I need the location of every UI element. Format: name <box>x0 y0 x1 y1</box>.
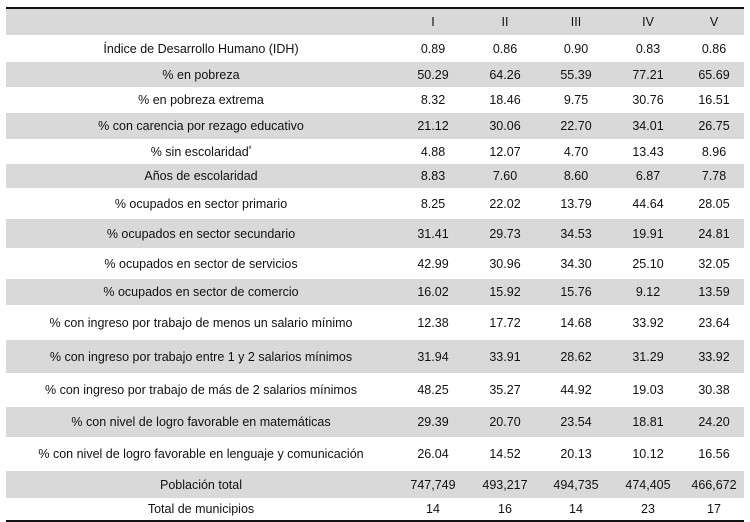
value-cell: 18.81 <box>632 415 664 429</box>
value-cell: 493,217 <box>482 477 528 492</box>
value-cell: 17.72 <box>489 315 521 330</box>
row-label <box>6 197 396 211</box>
row-label <box>6 257 396 271</box>
value-cell: 21.12 <box>417 119 449 133</box>
value-cell: 466,672 <box>691 477 737 492</box>
value-cell: 24.20 <box>698 415 730 429</box>
row-label <box>6 350 396 364</box>
value-cell: 10.12 <box>632 447 664 461</box>
value-cell: 44.64 <box>632 196 664 211</box>
value-cell: 25.10 <box>632 256 664 271</box>
value-cell: 9.12 <box>635 285 661 299</box>
value-cell: 64.26 <box>489 67 521 82</box>
row-label <box>6 169 396 183</box>
value-cell: 23.54 <box>560 415 592 429</box>
value-cell: 26.04 <box>417 447 449 461</box>
value-cell: 50.29 <box>417 67 449 82</box>
value-cell: 32.05 <box>698 256 730 271</box>
value-cell: 16 <box>498 502 512 516</box>
value-cell: 0.89 <box>420 41 446 56</box>
table-row <box>6 248 744 279</box>
value-cell: 19.91 <box>632 226 664 241</box>
value-cell: 16.02 <box>417 285 449 299</box>
row-label <box>6 415 396 429</box>
table-row <box>6 305 744 340</box>
value-cell: 494,735 <box>553 477 599 492</box>
value-cell: 20.13 <box>560 447 592 461</box>
row-label-text: % con carencia por rezago educativo <box>98 119 304 133</box>
row-label <box>6 42 396 56</box>
value-cell: 28.62 <box>560 349 592 364</box>
value-cell: 12.07 <box>489 144 521 159</box>
value-cell: 20.70 <box>489 415 521 429</box>
row-label-text: Población total <box>159 477 242 492</box>
value-cell: 0.83 <box>635 41 661 56</box>
row-label <box>6 478 396 492</box>
value-cell: 14 <box>426 502 440 516</box>
row-label-text: % ocupados en sector de comercio <box>103 285 299 299</box>
header-cell-region-i: I <box>431 15 435 29</box>
value-cell: 65.69 <box>698 67 730 82</box>
table-row <box>6 164 744 188</box>
value-cell: 28.05 <box>698 196 730 211</box>
row-label-text: Índice de Desarrollo Humano (IDH) <box>103 41 299 56</box>
row-label <box>6 145 396 159</box>
value-cell: 77.21 <box>632 67 664 82</box>
value-cell: 31.41 <box>417 226 449 241</box>
row-label <box>6 316 396 330</box>
row-label-text: % con ingreso por trabajo entre 1 y 2 salarios mínimos <box>49 349 353 364</box>
value-cell: 8.60 <box>563 169 589 183</box>
value-cell: 0.86 <box>492 41 518 56</box>
value-cell: 30.96 <box>489 256 521 271</box>
value-cell: 12.38 <box>417 315 449 330</box>
table-row <box>6 340 744 373</box>
row-label <box>6 502 396 516</box>
row-label-text: % en pobreza <box>162 67 240 82</box>
value-cell: 14 <box>569 502 583 516</box>
row-label-text: Total de municipios <box>147 502 255 516</box>
table-row <box>6 35 744 62</box>
table-row <box>6 437 744 471</box>
value-cell: 23 <box>641 502 655 516</box>
value-cell: 747,749 <box>410 477 456 492</box>
value-cell: 16.56 <box>698 447 730 461</box>
value-cell: 8.96 <box>701 144 727 159</box>
table-row <box>6 219 744 248</box>
value-cell: 24.81 <box>698 226 730 241</box>
row-label-text: Años de escolaridad <box>144 169 258 183</box>
row-label <box>6 285 396 299</box>
value-cell: 13.43 <box>632 144 664 159</box>
header-cell-region-iv: IV <box>642 15 654 29</box>
value-cell: 34.53 <box>560 226 592 241</box>
value-cell: 9.75 <box>563 93 589 107</box>
footnote-marker: ª <box>248 145 252 153</box>
value-cell: 0.90 <box>563 41 589 56</box>
value-cell: 26.75 <box>698 119 730 133</box>
table-row <box>6 471 744 498</box>
value-cell: 31.29 <box>632 349 664 364</box>
table-row <box>6 188 744 219</box>
value-cell: 33.92 <box>698 349 730 364</box>
row-label <box>6 68 396 82</box>
value-cell: 7.78 <box>701 169 727 183</box>
value-cell: 15.92 <box>489 285 521 299</box>
value-cell: 48.25 <box>417 383 449 397</box>
row-label <box>6 119 396 133</box>
table-row <box>6 498 744 520</box>
value-cell: 35.27 <box>489 383 521 397</box>
value-cell: 18.46 <box>489 93 521 107</box>
value-cell: 31.94 <box>417 349 449 364</box>
row-label <box>6 93 396 107</box>
value-cell: 23.64 <box>698 315 730 330</box>
row-label-text: % con nivel de logro favorable en lenguaje y comunicación <box>38 447 364 461</box>
value-cell: 33.91 <box>489 349 521 364</box>
value-cell: 30.38 <box>698 383 730 397</box>
value-cell: 29.73 <box>489 226 521 241</box>
header-cell-region-iii: III <box>570 15 582 29</box>
table-header-row <box>6 9 744 35</box>
data-table <box>6 7 744 522</box>
value-cell: 14.68 <box>560 315 592 330</box>
table-row <box>6 373 744 407</box>
value-cell: 6.87 <box>635 169 661 183</box>
row-label <box>6 383 396 397</box>
value-cell: 30.76 <box>632 93 664 107</box>
value-cell: 0.86 <box>701 41 727 56</box>
value-cell: 55.39 <box>560 67 592 82</box>
row-label-text: % con ingreso por trabajo de más de 2 salarios mínimos <box>45 383 357 397</box>
value-cell: 14.52 <box>489 447 521 461</box>
value-cell: 8.83 <box>420 169 446 183</box>
value-cell: 17 <box>707 502 721 516</box>
value-cell: 4.70 <box>563 144 589 159</box>
value-cell: 30.06 <box>489 119 521 133</box>
value-cell: 44.92 <box>560 383 592 397</box>
table-row <box>6 407 744 437</box>
table-row <box>6 87 744 113</box>
table-row <box>6 279 744 305</box>
table-row <box>6 62 744 87</box>
value-cell: 15.76 <box>560 285 592 299</box>
value-cell: 4.88 <box>420 144 446 159</box>
value-cell: 42.99 <box>417 256 449 271</box>
row-label-text: % sin escolaridad <box>150 144 249 159</box>
value-cell: 7.60 <box>492 169 518 183</box>
row-label-text: % ocupados en sector secundario <box>106 226 296 241</box>
value-cell: 22.02 <box>489 196 521 211</box>
value-cell: 13.59 <box>698 285 730 299</box>
table-row <box>6 139 744 164</box>
row-label-text: % ocupados en sector primario <box>114 196 288 211</box>
value-cell: 33.92 <box>632 315 664 330</box>
value-cell: 34.30 <box>560 256 592 271</box>
row-label-text: % en pobreza extrema <box>138 93 264 107</box>
value-cell: 13.79 <box>560 196 592 211</box>
value-cell: 474,405 <box>625 477 671 492</box>
row-label-text: % con nivel de logro favorable en matemáticas <box>71 415 331 429</box>
header-cell-region-ii: II <box>501 15 509 29</box>
value-cell: 8.25 <box>420 196 446 211</box>
row-label <box>6 227 396 241</box>
row-label-text: % con ingreso por trabajo de menos un salario mínimo <box>49 315 353 330</box>
value-cell: 19.03 <box>632 383 664 397</box>
row-label-text: % ocupados en sector de servicios <box>104 256 298 271</box>
table-row <box>6 113 744 139</box>
row-label <box>6 447 396 461</box>
value-cell: 22.70 <box>560 119 592 133</box>
value-cell: 16.51 <box>698 93 730 107</box>
value-cell: 8.32 <box>420 93 446 107</box>
value-cell: 34.01 <box>632 119 664 133</box>
value-cell: 29.39 <box>417 415 449 429</box>
header-cell-region-v: V <box>709 15 719 29</box>
